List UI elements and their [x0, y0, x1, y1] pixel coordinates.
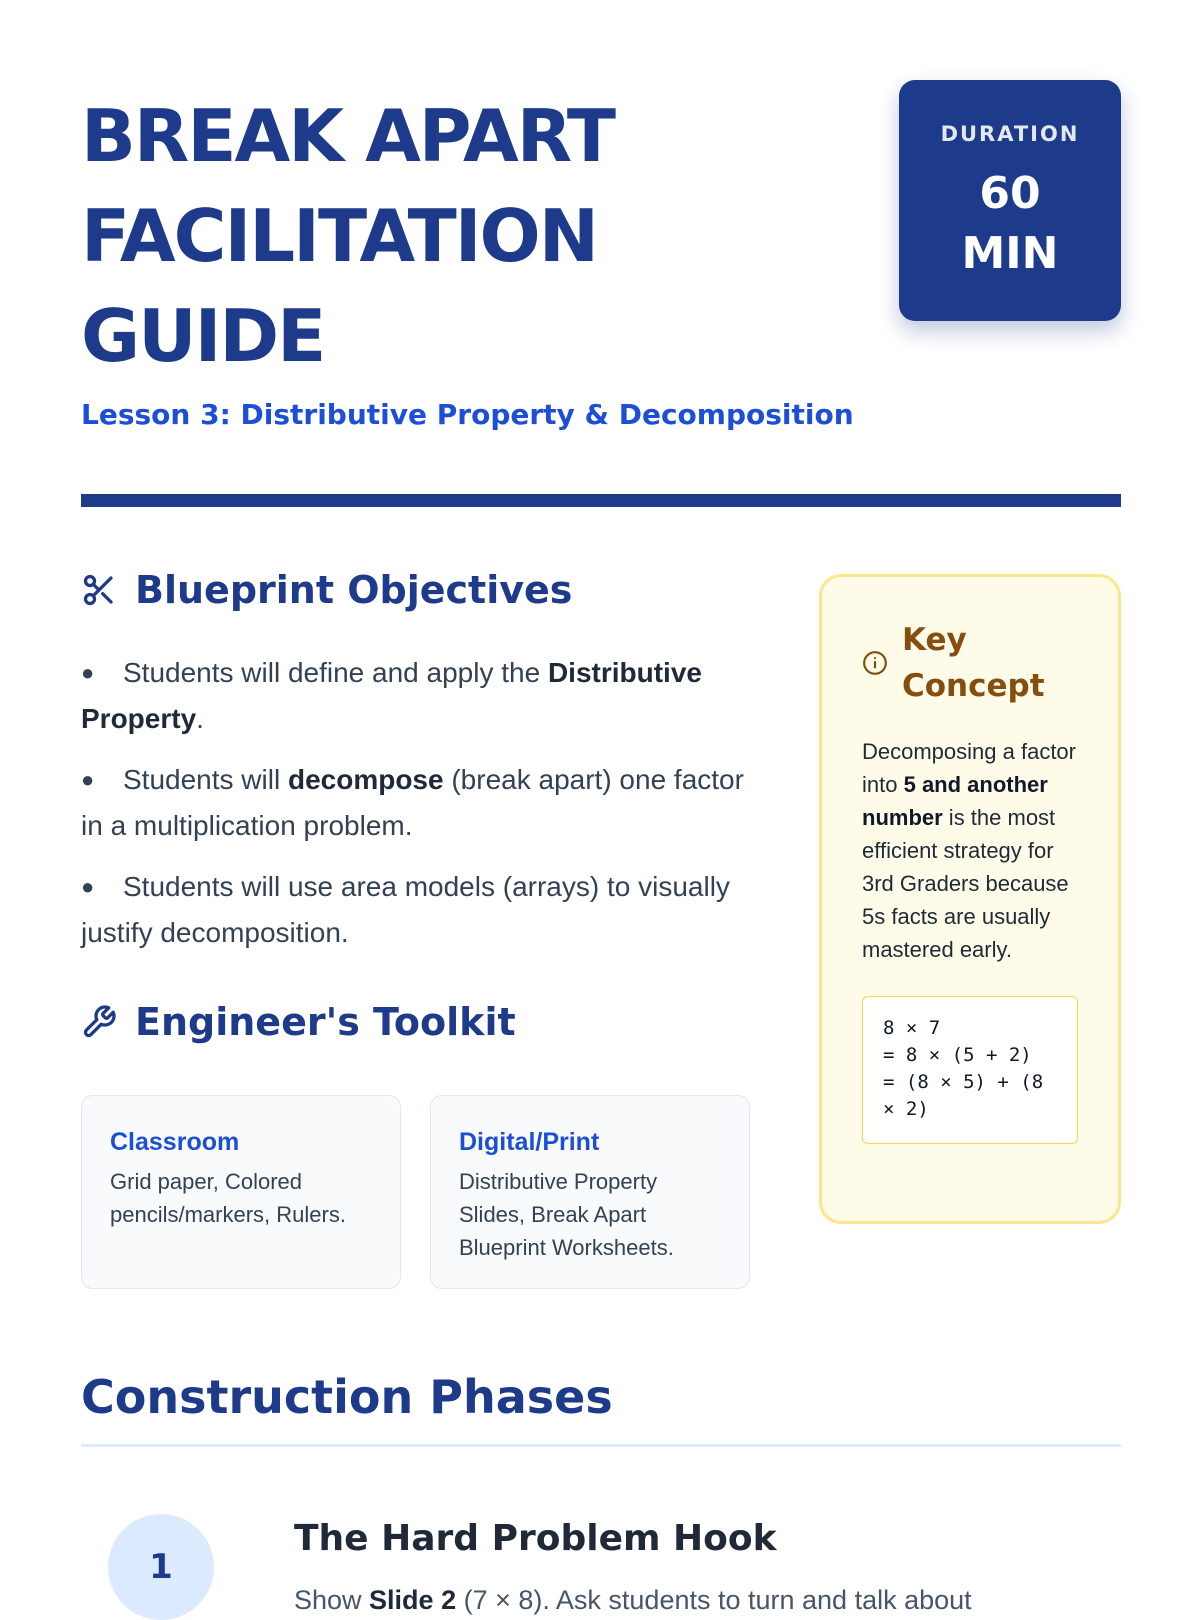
- objectives-heading-label: Blueprint Objectives: [135, 568, 573, 612]
- wrench-icon: [81, 1004, 117, 1040]
- duration-value: 60 MIN: [961, 168, 1059, 279]
- key-concept-example: 8 × 7 = 8 × (5 + 2) = (8 × 5) + (8 × 2): [862, 996, 1078, 1144]
- phase-number-badge: 1: [108, 1514, 214, 1620]
- scissors-icon: [81, 572, 117, 608]
- duration-card: [899, 80, 1121, 321]
- toolkit-card-text: Grid paper, Colored pencils/markers, Rulers.: [110, 1169, 346, 1227]
- info-icon: [862, 650, 888, 676]
- duration-label: DURATION: [940, 122, 1080, 146]
- toolkit-card-title: Classroom: [110, 1128, 240, 1156]
- objectives-list: [81, 650, 751, 971]
- bullet: ●: [81, 874, 95, 899]
- phases-divider: [81, 1444, 1121, 1447]
- key-concept-card: [819, 574, 1121, 1224]
- facilitation-guide-page: [81, 0, 1121, 1615]
- bullet: ●: [81, 660, 95, 685]
- toolkit-card-classroom: [81, 1095, 401, 1289]
- key-concept-title: Key Concept: [902, 622, 1045, 704]
- list-item: ● Students will decompose (break apart) one factor in a multiplication problem.: [81, 757, 751, 849]
- toolkit-heading-label: Engineer's Toolkit: [135, 1000, 516, 1044]
- toolkit-card-title: Digital/Print: [459, 1128, 600, 1156]
- key-concept-text: Decomposing a factor into 5 and another number is the most efficient strategy for 3rd Graders because 5s facts are usually mastered early.: [862, 739, 1076, 962]
- list-item: ● Students will use area models (arrays) to visually justify decomposition.: [81, 864, 751, 956]
- toolkit-heading: [81, 1000, 516, 1044]
- bullet: ●: [81, 767, 95, 792]
- objectives-heading: [81, 568, 572, 612]
- phases-heading: Construction Phases: [81, 1370, 613, 1424]
- lesson-subtitle: Lesson 3: Distributive Property & Decomposition: [81, 398, 854, 431]
- phase-description: Show Slide 2 (7 × 8). Ask students to turn and talk about: [294, 1585, 972, 1615]
- toolkit-card-text: Distributive Property Slides, Break Apart Blueprint Worksheets.: [459, 1169, 674, 1260]
- header-divider: [81, 494, 1121, 507]
- list-item: ● Students will define and apply the Distributive Property.: [81, 650, 751, 742]
- toolkit-card-digital-print: [430, 1095, 750, 1289]
- page-title: BREAK APART FACILITATION GUIDE: [81, 94, 615, 378]
- key-concept-heading: [862, 617, 1078, 709]
- phase-title: The Hard Problem Hook: [294, 1518, 777, 1559]
